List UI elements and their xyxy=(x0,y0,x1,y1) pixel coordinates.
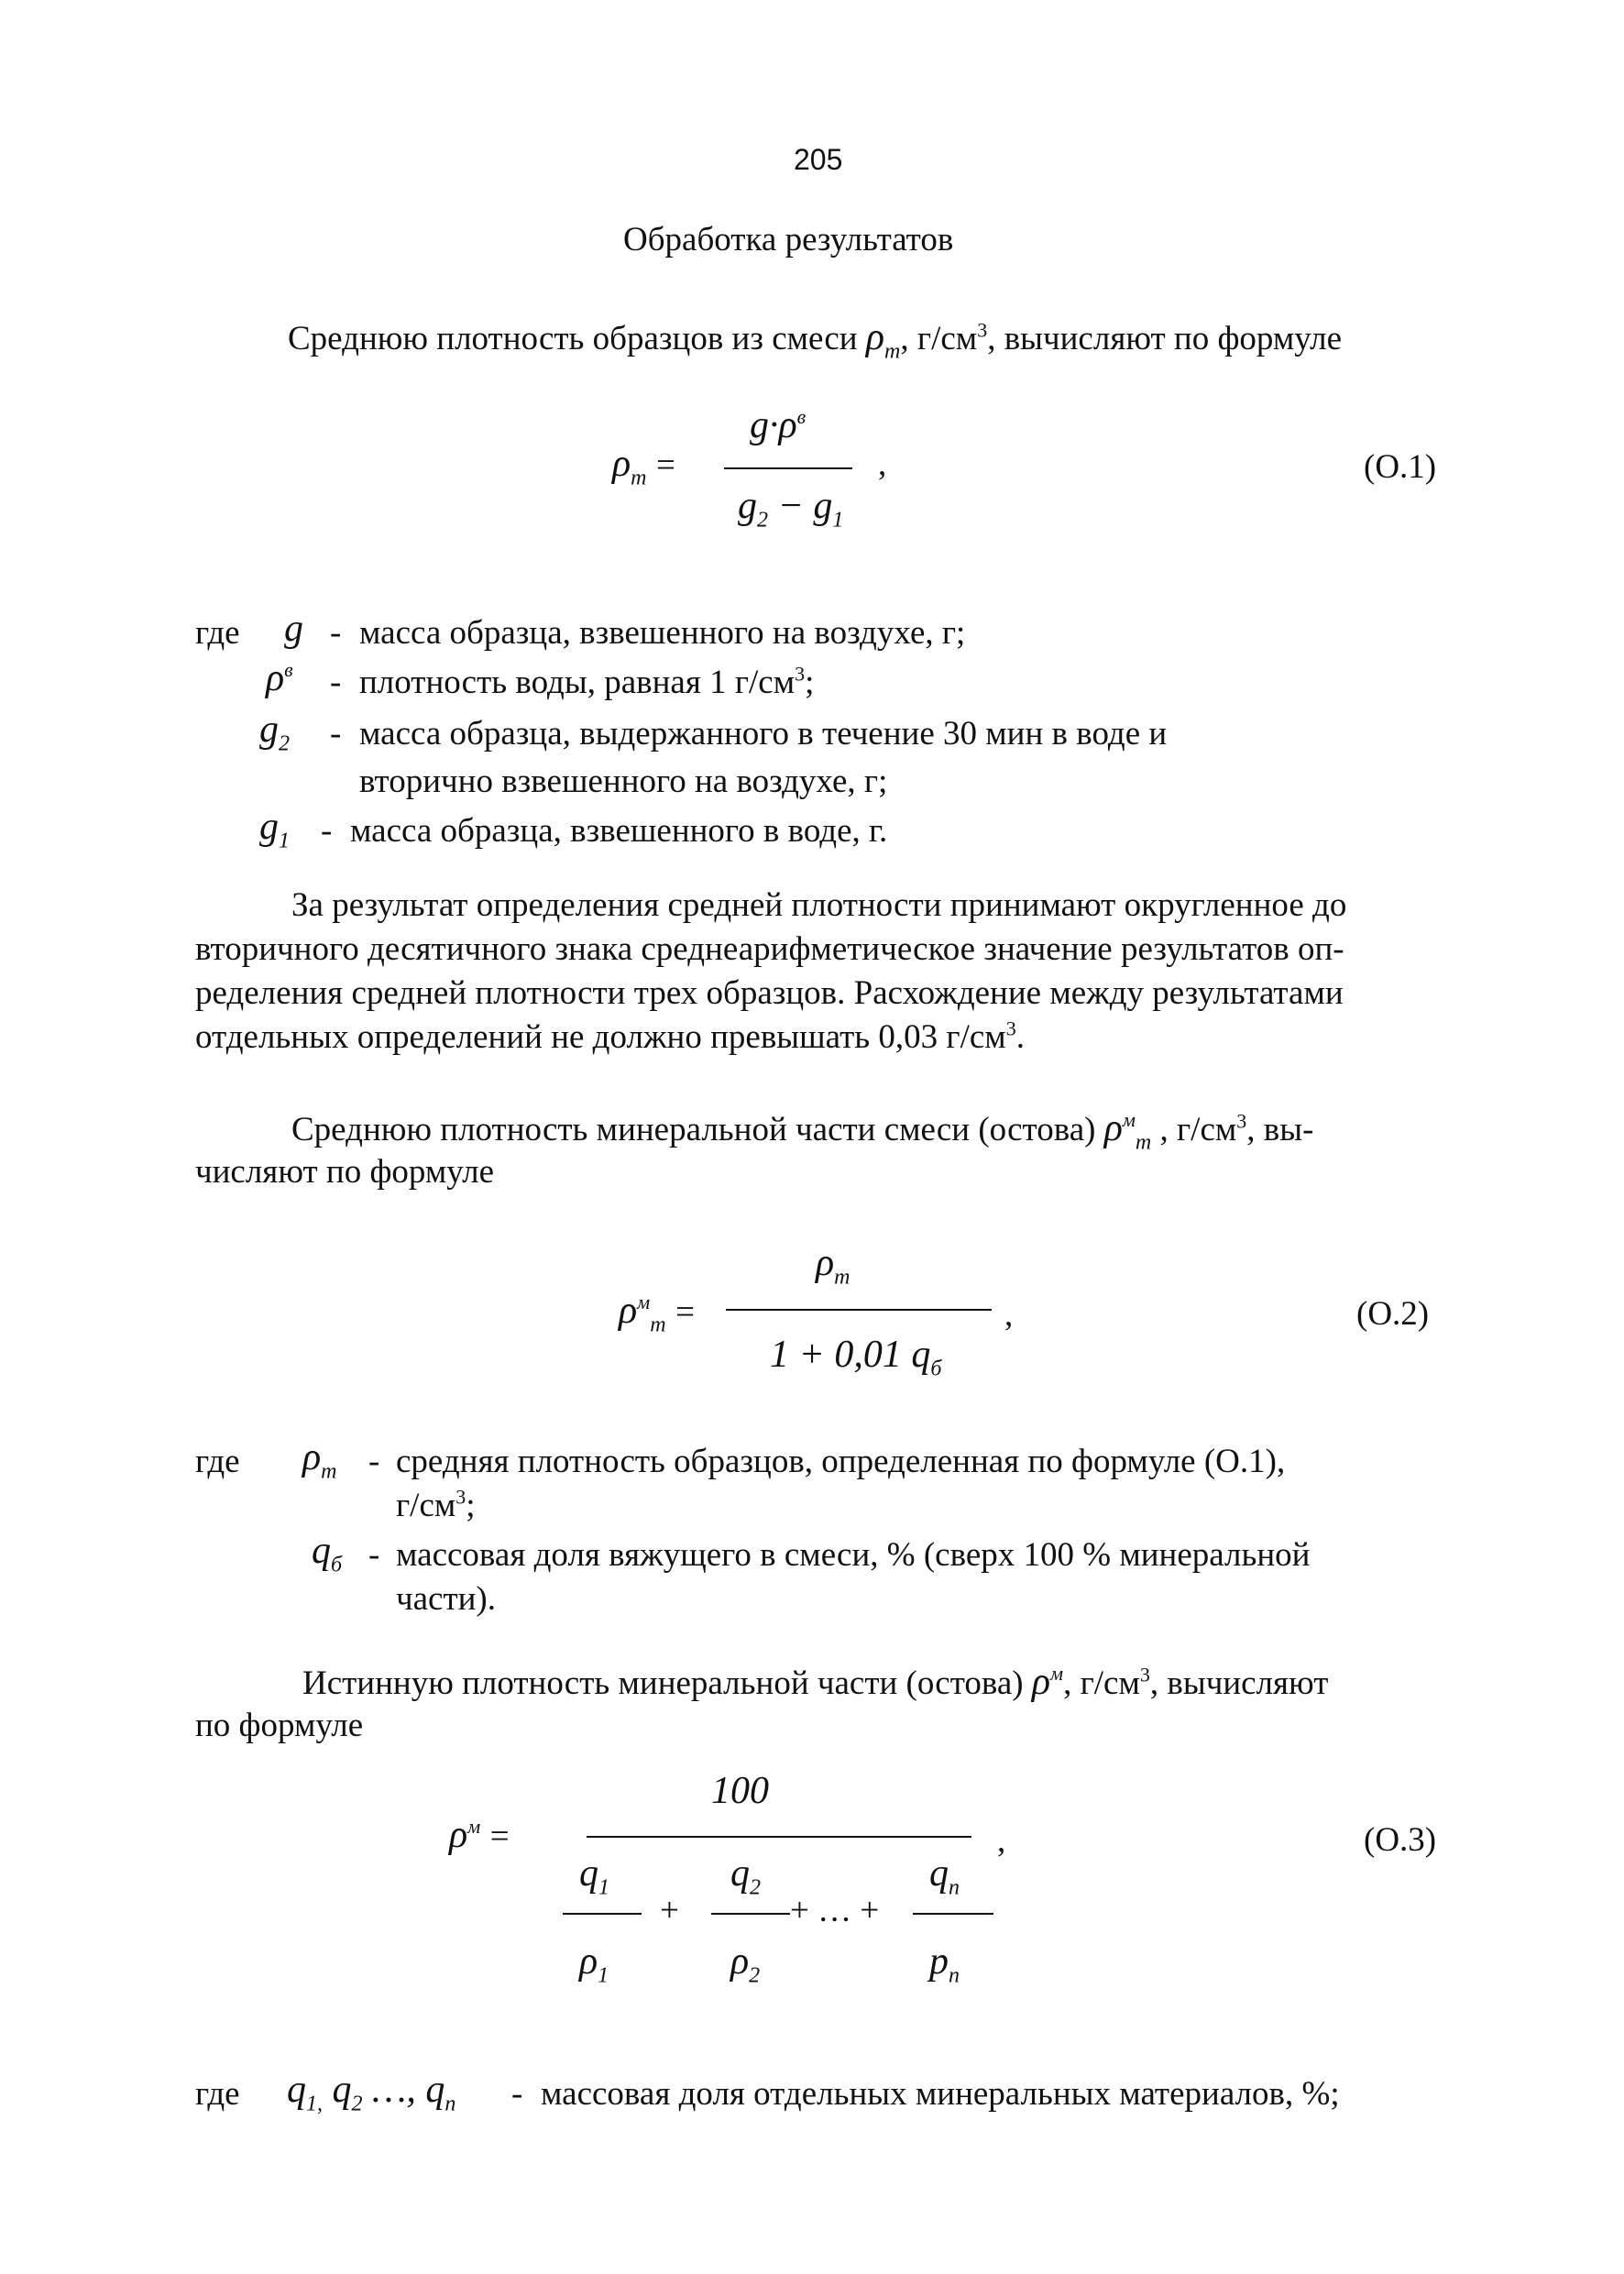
rho-m-true-symbol: $\rho^м$ xyxy=(1031,1661,1064,1703)
section-heading: Обработка результатов xyxy=(623,221,954,258)
where-label: где xyxy=(195,2075,240,2113)
equation-number-o2: (О.2) xyxy=(1356,1295,1430,1333)
paragraph-line: вторичного десятичного знака среднеарифметическое значение результатов оп- xyxy=(195,930,1344,968)
main-fraction-bar xyxy=(587,1836,971,1838)
definition-q-b-cont: части). xyxy=(396,1580,496,1618)
plus-sign: + xyxy=(660,1892,679,1929)
symbol-g2: $g_2$ xyxy=(259,709,290,756)
formula-o1-denominator: $g_2 - g_1$ xyxy=(738,485,844,533)
equation-number-o1: (О.1) xyxy=(1364,448,1437,486)
term-1-denominator: $\rho_1$ xyxy=(579,1940,609,1988)
formula-o3-lhs: $\rho^м$ = xyxy=(449,1814,510,1856)
symbol-g: g xyxy=(284,608,303,650)
intro-text: Среднюю плотность образцов из смеси xyxy=(288,320,858,357)
where-label: где xyxy=(195,1443,240,1480)
formula-o2-numerator: $\rho_m$ xyxy=(816,1242,850,1290)
definition-g: масса образца, взвешенного на воздухе, г; xyxy=(359,614,966,652)
term-n-bar xyxy=(913,1913,993,1915)
term-n-numerator: $q_n$ xyxy=(929,1852,960,1900)
definition-rho-m-cont: $г/см^3$; xyxy=(396,1485,476,1524)
paragraph-line: ределения средней плотности трех образцов. Расхождение между результатами xyxy=(195,974,1344,1012)
formula-o1-lhs: $\rho_m$ = xyxy=(612,443,675,490)
symbol-rho-m: $\rho_m$ xyxy=(302,1436,337,1484)
formula-o3-comma: , xyxy=(997,1822,1006,1860)
equation-number-o3: (О.3) xyxy=(1364,1821,1437,1859)
intro-paragraph-1: Среднюю плотность образцов из смеси $\rho_m$, $г/см^3$, вычисляют по формуле xyxy=(288,316,1343,364)
symbol-rho-v: $\rho^в$ xyxy=(266,657,293,699)
formula-o2-denominator: 1 + 0,01 $q_б$ xyxy=(770,1334,942,1381)
dash: - xyxy=(368,1536,380,1574)
symbol-q-b: $q_б$ xyxy=(312,1530,343,1577)
definition-q: массовая доля отдельных минеральных материалов, %; xyxy=(541,2075,1340,2113)
formula-o2-lhs: $\rho^м_m$ = xyxy=(619,1290,695,1337)
formula-o3-numerator: 100 xyxy=(711,1770,769,1812)
symbol-g1: $g_1$ xyxy=(259,806,290,853)
dash: - xyxy=(330,715,342,753)
definition-g2: масса образца, выдержанного в течение 30 мин в воде и xyxy=(359,715,1168,753)
rho-symbol: $\rho_m$ xyxy=(865,316,901,364)
dash: - xyxy=(511,2075,523,2113)
term-2-numerator: $q_2$ xyxy=(730,1852,761,1900)
intro-paragraph-3: Истинную плотность минеральной части (остова) $\rho^м$, $г/см^3$, вычисляют xyxy=(302,1661,1329,1703)
dash: - xyxy=(368,1443,380,1480)
intro-paragraph-2-cont: числяют по формуле xyxy=(195,1153,495,1191)
dash: - xyxy=(321,812,333,850)
symbols-q1-qn: $q_{1,}$ $q_2$ …, $q_n$ xyxy=(287,2069,456,2116)
term-1-bar xyxy=(563,1913,642,1915)
dash: - xyxy=(330,664,342,701)
plus-ellipsis: + … + xyxy=(790,1892,880,1929)
paragraph-line: За результат определения средней плотности принимают округленное до xyxy=(291,886,1347,924)
term-1-numerator: $q_1$ xyxy=(579,1852,609,1900)
intro-paragraph-2: Среднюю плотность минеральной части смеси (остова) $\rho^м_m$ , $г/см^3$, вы- xyxy=(291,1107,1314,1155)
term-2-denominator: $\rho_2$ xyxy=(730,1940,761,1988)
formula-o1-comma: , xyxy=(878,445,887,483)
page-number: 205 xyxy=(794,143,843,176)
fraction-bar xyxy=(726,1309,992,1311)
formula-o2-comma: , xyxy=(1004,1296,1014,1334)
term-2-bar xyxy=(711,1913,790,1915)
definition-g2-cont: вторично взвешенного на воздухе, г; xyxy=(359,763,888,800)
definition-rho-v: плотность воды, равная 1 $г/см^3$; xyxy=(359,662,815,701)
paragraph-line: отдельных определений не должно превышать 0,03 $г/см^3$. xyxy=(195,1016,1025,1056)
formula-o1-numerator: $g\cdot\rho^в$ xyxy=(750,404,807,446)
definition-g1: масса образца, взвешенного в воде, г. xyxy=(350,812,888,850)
definition-q-b: массовая доля вяжущего в смеси, % (сверх 100 % минеральной xyxy=(396,1536,1311,1574)
where-label: где xyxy=(195,614,240,652)
intro-paragraph-3-cont: по формуле xyxy=(195,1707,364,1744)
fraction-bar xyxy=(724,467,852,469)
term-n-denominator: $p_n$ xyxy=(929,1940,960,1988)
dash: - xyxy=(330,614,342,652)
definition-rho-m: средняя плотность образцов, определенная по формуле (О.1), xyxy=(396,1443,1286,1480)
rho-m-symbol: $\rho^м_m$ xyxy=(1103,1107,1152,1155)
